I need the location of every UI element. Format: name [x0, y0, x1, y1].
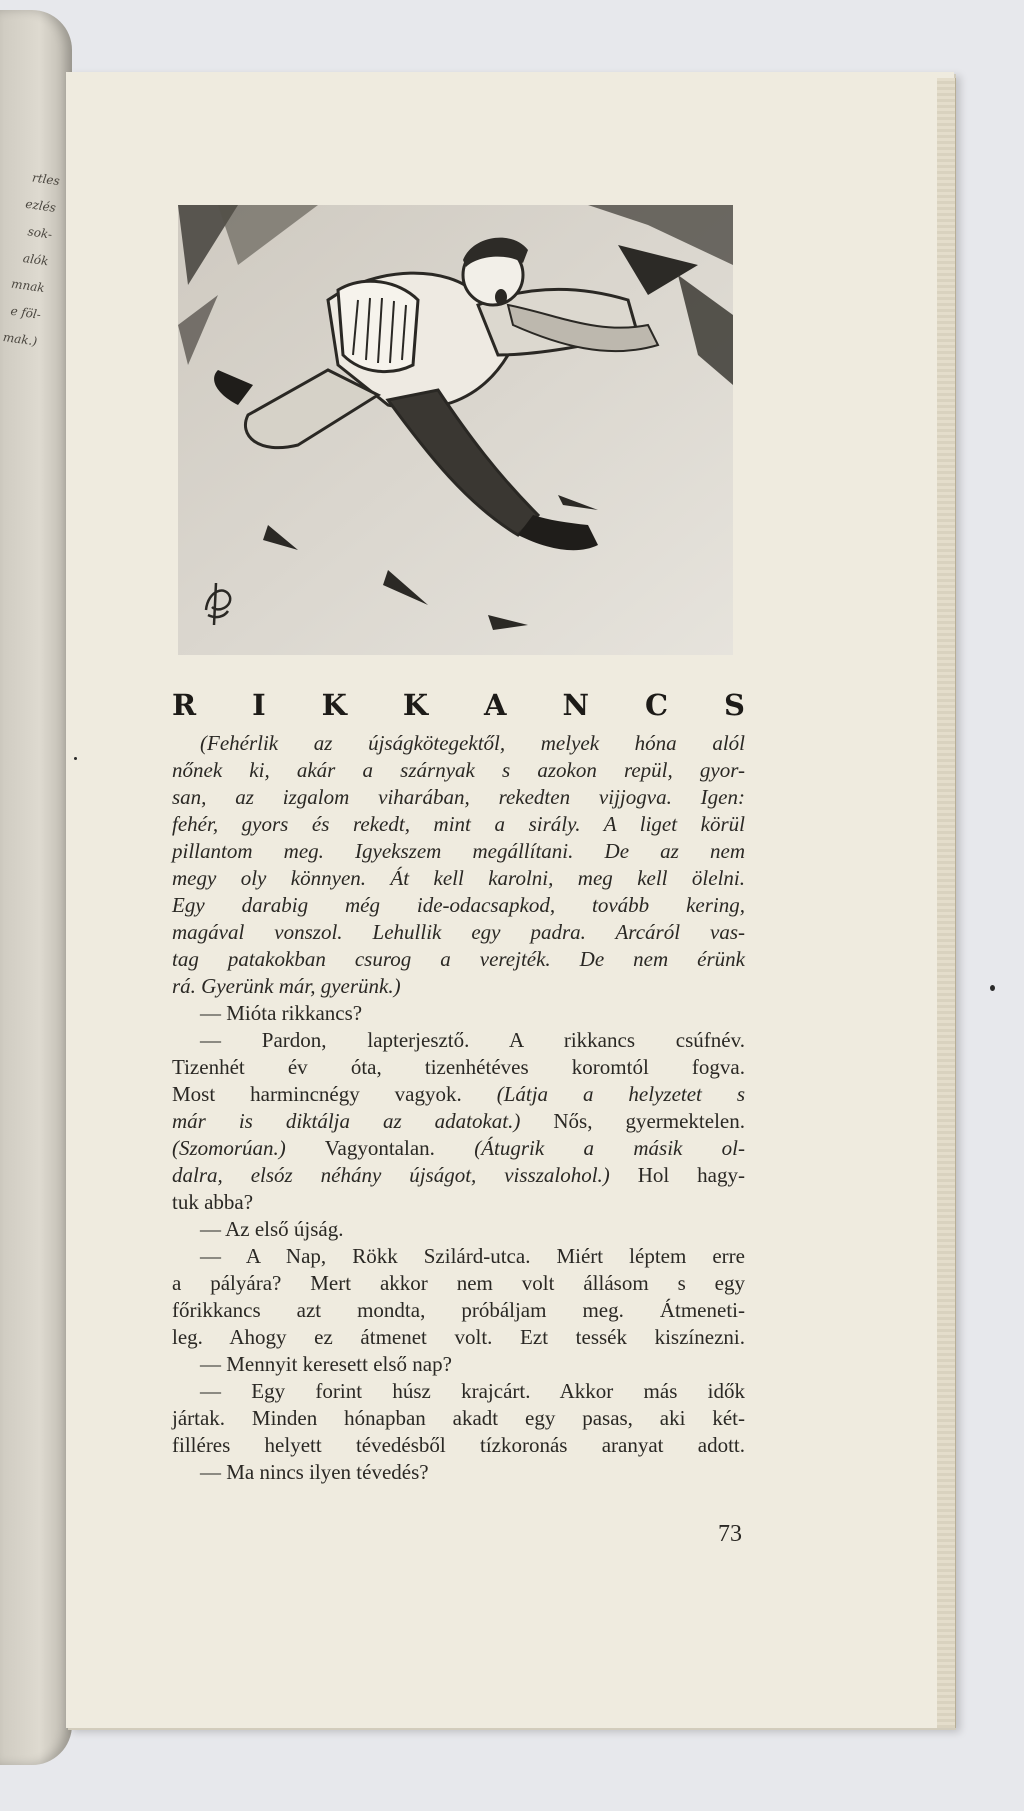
dialogue-line: [172, 1108, 745, 1135]
dialogue-stage-direction: (Szomorúan.): [172, 1136, 286, 1160]
dialogue-stage-direction: már is diktálja az adatokat.): [172, 1109, 521, 1133]
running-newsboy-icon: [178, 205, 733, 655]
dialogue-stage-direction: (Átugrik a másik ol-: [474, 1136, 745, 1160]
dialogue-line: — Pardon, lapterjesztő. A rikkancs csúfnév.: [200, 1028, 745, 1052]
prev-line: mak.): [2, 329, 39, 349]
title-letter: S: [724, 688, 745, 722]
dialogue-line: [172, 1162, 745, 1189]
dialogue-line: — A Nap, Rökk Szilárd-utca. Miért léptem erre: [200, 1244, 745, 1268]
dialogue-line: filléres helyett tévedésből tízkoronás aranyat adott.: [172, 1433, 745, 1457]
title-letter: N: [562, 688, 589, 722]
prev-line: mnak: [10, 276, 46, 296]
intro-line: pillantom meg. Igyekszem megállítani. De az nem: [172, 839, 745, 863]
dialogue-text: Most harmincnégy vagyok.: [172, 1082, 497, 1106]
ink-speck: [990, 985, 995, 991]
previous-page: [0, 10, 72, 1765]
intro-line: magával vonszol. Lehullik egy padra. Arcáról vas-: [172, 920, 745, 944]
intro-line: rá. Gyerünk már, gyerünk.): [172, 974, 401, 998]
intro-line: Egy darabig még ide-odacsapkod, tovább kering,: [172, 893, 745, 917]
title-letter: C: [644, 688, 669, 722]
dialogue-line: jártak. Minden hónapban akadt egy pasas, aki két-: [172, 1406, 745, 1430]
chapter-title: [172, 688, 745, 722]
dialogue-line: — Mennyit keresett első nap?: [200, 1352, 452, 1376]
intro-line: megy oly könnyen. Át kell karolni, meg kell ölelni.: [172, 866, 745, 890]
title-letter: R: [172, 688, 197, 722]
dialogue-stage-direction: (Látja a helyzetet s: [496, 1082, 745, 1106]
newsboy-illustration: [178, 205, 733, 655]
dialogue-line: [172, 1081, 745, 1108]
intro-line: san, az izgalom viharában, rekedten vijjogva. Igen:: [172, 785, 745, 809]
title-letter: K: [321, 688, 347, 722]
prev-line: sok-: [26, 224, 54, 242]
prev-line: alók: [22, 250, 50, 269]
intro-line: tag patakokban csurog a verejték. De nem érünk: [172, 947, 745, 971]
intro-line: nőnek ki, akár a szárnyak s azokon repül, gyor-: [172, 758, 745, 782]
dialogue-line: — Az első újság.: [200, 1217, 344, 1241]
dialogue-line: tuk abba?: [172, 1190, 254, 1214]
previous-page-text: [0, 160, 61, 356]
prev-line: ezlés: [24, 196, 57, 215]
body-text: [172, 730, 745, 1486]
ink-speck: [74, 757, 77, 760]
dialogue-line: [172, 1135, 745, 1162]
title-letter: A: [484, 688, 507, 722]
dialogue-line: — Mióta rikkancs?: [200, 1001, 363, 1025]
title-letter: K: [402, 688, 429, 722]
dialogue-text: Vagyontalan.: [285, 1136, 475, 1160]
dialogue-text: Hol hagy-: [609, 1163, 745, 1187]
dialogue-line: leg. Ahogy ez átmenet volt. Ezt tessék kiszínezni.: [172, 1325, 745, 1349]
dialogue-line: Tizenhét év óta, tizenhétéves koromtól fogva.: [172, 1055, 745, 1079]
dialogue-line: főrikkancs azt mondta, próbáljam meg. Átmeneti-: [172, 1298, 745, 1322]
dialogue-line: a pályára? Mert akkor nem volt állásom s egy: [172, 1271, 745, 1295]
dialogue-line: — Ma nincs ilyen tévedés?: [200, 1460, 429, 1484]
prev-line: e föl-: [9, 303, 42, 322]
dialogue-text: Nős, gyermektelen.: [520, 1109, 745, 1133]
title-letter: I: [252, 688, 266, 722]
intro-line: fehér, gyors és rekedt, mint a sirály. A liget körül: [172, 812, 745, 836]
prev-line: rtles: [31, 170, 61, 189]
intro-line: (Fehérlik az újságkötegektől, melyek hóna alól: [200, 731, 745, 755]
page-edge: [937, 78, 956, 1728]
page-number: 73: [718, 1521, 742, 1547]
dialogue-stage-direction: dalra, elsóz néhány újságot, visszalohol.): [172, 1163, 610, 1187]
dialogue-line: — Egy forint húsz krajcárt. Akkor más idők: [200, 1379, 745, 1403]
